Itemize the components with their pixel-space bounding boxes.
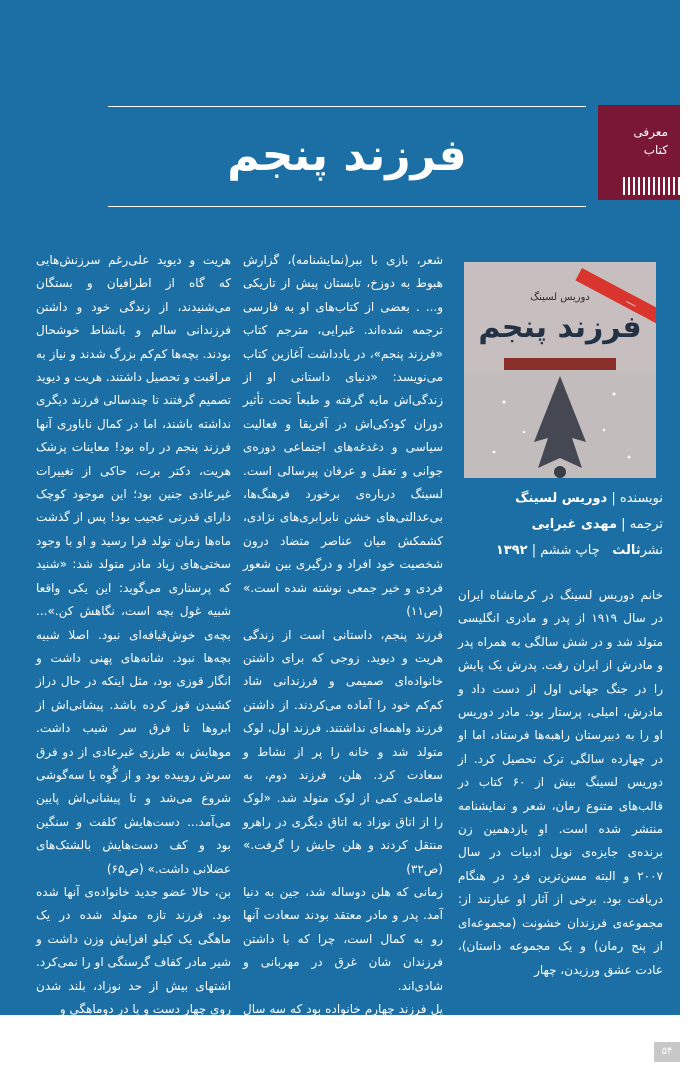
- paragraph: بن، حالا عضو جدید خانواده‌ی آنها شده بود. فرزند تازه متولد شده در یک ماهگی یک کیلو افزایش وزن داشت و شیر مادر کفاف گرسنگی او را نمی‌کرد. اشتهای بیش از حد نوزاد، بلند شدن روی چهار دست و پا در دوماهگی و: [36, 884, 231, 1016]
- translator-label: ترجمه: [629, 517, 663, 532]
- translator-name: مهدی غبرایی: [531, 517, 618, 532]
- section-tag: [598, 105, 680, 200]
- cover-illustration: [464, 372, 656, 478]
- page-number: ۵۴: [654, 1042, 680, 1062]
- book-info: [455, 486, 663, 564]
- barcode-decoration: [620, 177, 680, 195]
- paragraph: فرزند پنجم، داستانی است از زندگی هریت و دیوید. زوجی که برای داشتن خانواده‌ای صمیمی و فرزندانی شاد کم‌کم خود را آماده می‌کردند. از داشتن فرزند واهمه‌ای نداشتند. فرزند اول، لوک متولد شد و خانه را پر از نشاط و سعادت کرد. هلن، فرزند دوم، به فاصله‌ی کمی از لوک متولد شد. «لوک را از اتاق نوزاد به اتاق دیگری در راهرو منتقل کردند و هلن جایش را گرفت.» (ص۳۲): [243, 627, 443, 876]
- cover-title: فرزند پنجم: [478, 310, 642, 345]
- cover-author: دوریس لسینگ: [530, 292, 590, 303]
- text-column-left: [36, 249, 231, 1016]
- book-cover: [464, 262, 656, 478]
- section-tag-line-2: کتاب: [643, 143, 668, 157]
- paragraph: هریت و دیوید علی‌رغم سرزنش‌هایی که گاه از اطرافیان و بستگان می‌شنیدند، از زندگی خود و داشتن فرزندانی سالم و بانشاط خوشحال بودند. بچه‌ها کم‌کم بزرگ شدند و نیاز به مراقبت و تحصیل داشتند. هریت و دیوید تصمیم گرفتند تا چندسالی فرزند دیگری نداشته باشند، اما در کمال ناباوری آنها فرزند پنجم در راه بود! معاینات پزشک هریت، دکتر برت، حاکی از تغییرات غیرعادی جنین بود؛ این موجود کوچک دارای قدرتی عجیب بود! پس از گذشت ماه‌ها زمان تولد فرا رسید و او با وجود سختی‌های زیاد مادر متولد شد: «شنید که پرستاری می‌گوید: این یکی واقعا شبیه غول بچه است، نگاهش کن.»... بچه‌ی خوش‌قیافه‌ای نبود. اصلا شبیه بچه‌ها نبود. شانه‌های پهنی داشت و انگار قوزی بود، مثل اینکه در حال دراز کشیدن قوز کرده باشد. پیشانی‌اش از ابروها تا فرق سر شیب داشت. موهایش به طرزی غیرعادی از دو فرق سرش روییده بود و از گُوِه یا سه‌گوشی شروع می‌شد و تا پیشانی‌اش پایین می‌آمد... دست‌هایش کلفت و سنگین بود و کف دست‌هایش بالشتک‌های عضلانی داشت.» (ص۶۵): [36, 253, 231, 876]
- translator-line: ترجمه | مهدی غبرایی: [531, 517, 663, 532]
- publisher-name: ثالث: [612, 543, 641, 558]
- paragraph: پل فرزند چهارم خانواده بود که سه سال پس از جین پا به دنیا گذاشت.: [243, 1002, 443, 1040]
- section-tag-text: [608, 123, 668, 159]
- cover-banner: ـــــ: [575, 268, 656, 337]
- cover-subtitle-bar: [504, 358, 616, 370]
- author-label: نویسنده: [619, 491, 663, 506]
- title-rule-bottom: [108, 206, 586, 207]
- author-line: نویسنده | دوریس لسینگ: [515, 491, 663, 506]
- text-column-middle: [243, 249, 443, 1040]
- paragraph: شعر، بازی با ببر(نمایشنامه)، گزارش هبوط به دوزخ، تابستان پیش از تاریکی و... . بعضی از کتاب‌های او به فارسی ترجمه شده‌اند. غبرایی، مترجم کتاب «فرزند پنجم»، در یادداشت آغازین کتاب می‌نویسد: «دنیای داستانی او از زندگی‌اش مایه گرفته و طبعاً تحت تأثیر دوران کودکی‌اش در آفریقا و فعالیت سیاسی و دغدغه‌های اجتماعی دوره‌ی جوانی و تعقل و عرفان پیرسالی است. لسینگ درباره‌ی برخورد فرهنگ‌ها، بی‌عدالتی‌های خشن نابرابری‌های نژادی، کشمکش میان عناصر متضاد درون شخصیت خود افراد و درگیری بین شعور فردی و خیر جمعی نوشته شده است.» (ص۱۱): [243, 253, 443, 619]
- paragraph: زمانی که هلن دوساله شد، جین به دنیا آمد. پدر و مادر معتقد بودند سعادت آنها رو به کمال است، چرا که با داشتن فرزندان شان غرق در مهربانی و شادی‌اند.: [243, 884, 443, 993]
- title-rule-top: [108, 106, 586, 107]
- publisher-line: نشرثالث چاپ ششم | ۱۳۹۲: [495, 543, 663, 558]
- publish-year: ۱۳۹۲: [495, 543, 528, 558]
- edition: چاپ ششم: [540, 543, 600, 558]
- section-tag-line-1: معرفی: [633, 125, 668, 139]
- publisher-label: نشر: [640, 543, 663, 558]
- author-name: دوریس لسینگ: [515, 491, 608, 506]
- paragraph: خانم دوریس لسینگ در کرمانشاه ایران در سال ۱۹۱۹ از پدر و مادری انگلیسی متولد شد و در شش سالگی به همراه پدر و مادرش از ایران رفت. پدرش یک پایش را در جنگ جهانی اول از دست داد و مادرش، امیلی، پرستار بود. مادر دوریس او را به دبیرستان راهبه‌ها فرستاد، اما او در چهارده سالگی ترک تحصیل کرد. از دوریس لسینگ بیش از ۶۰ کتاب در قالب‌های متنوع رمان، شعر و نمایشنامه منتشر شده است. او یازدهمین زن برنده‌ی جایزه‌ی نوبل ادبیات در سال ۲۰۰۷ و البته مسن‌ترین فرد در هنگام دریافت بود. برخی از آثار او عبارتند از: مجموعه‌ی فرزندان خشونت (مجموعه‌ای از پنج رمان) و یک مجموعه داستان)، عادت عشق ورزیدن، چهار: [458, 588, 664, 977]
- page-title: فرزند پنجم: [227, 130, 467, 181]
- text-column-right: [458, 584, 663, 1004]
